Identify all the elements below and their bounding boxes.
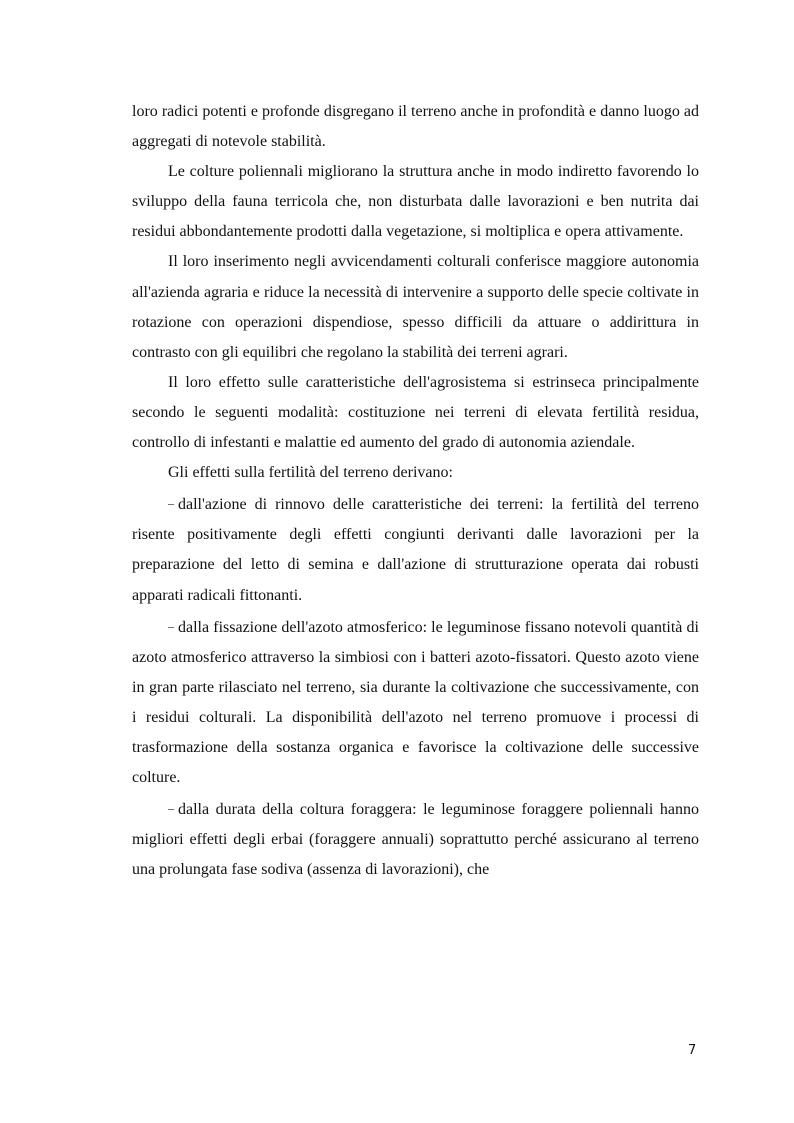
dash-marker: – bbox=[168, 801, 174, 816]
list-item-text: dalla durata della coltura foraggera: le leguminose foraggere poliennali hanno migliori effetti degli erbai (foraggere annuali) soprattutto perché assicurano al terreno una prolungata fase sodiva (assenza di lavorazioni), che bbox=[132, 801, 699, 879]
list-item-text: dall'azione di rinnovo delle caratteristiche dei terreni: la fertilità del terreno risente positivamente degli effetti congiunti derivanti dalle lavorazioni per la preparazione del letto di semina e dall'azione di strutturazione operata dai robusti apparati radicali fittonanti. bbox=[132, 496, 699, 604]
list-item-text: dalla fissazione dell'azoto atmosferico: le leguminose fissano notevoli quantità di azoto atmosferico attraverso la simbiosi con i batteri azoto-fissatori. Questo azoto viene in gran parte rilasciato nel terreno, sia durante la coltivazione che successivamente, con i residui colturali. La disponibilità dell'azoto nel terreno promuove i processi di trasformazione della sostanza organica e favorisce la coltivazione delle successive colture. bbox=[132, 618, 699, 787]
dash-marker: – bbox=[168, 618, 174, 633]
paragraph-continuation: loro radici potenti e profonde disgregano il terreno anche in profondità e danno luogo ad aggregati di notevole stabilità. bbox=[132, 103, 699, 151]
paragraph-agrosystem-effects: Il loro effetto sulle caratteristiche dell'agrosistema si estrinseca principalmente secondo le seguenti modalità: costituzione nei terreni di elevata fertilità residua, controllo di infestanti e malattie ed aumento del grado di autonomia aziendale. bbox=[132, 373, 699, 452]
document-page bbox=[132, 97, 699, 885]
paragraph-crop-rotation: Il loro inserimento negli avvicendamenti colturali conferisce maggiore autonomia all'azienda agraria e riduce la necessità di intervenire a supporto delle specie coltivate in rotazione con operazioni dispendiose, spesso difficili da attuare o addirittura in contrasto con gli equilibri che regolano la stabilità dei terreni agrari. bbox=[132, 253, 699, 361]
paragraph-polyannual-cultures: Le colture poliennali migliorano la struttura anche in modo indiretto favorendo lo sviluppo della fauna terricola che, non disturbata dalle lavorazioni e ben nutrita dai residui abbondantemente prodotti dalla vegetazione, si moltiplica e opera attivamente. bbox=[132, 163, 699, 241]
list-item bbox=[132, 611, 699, 794]
page-number: 7 bbox=[688, 1043, 697, 1058]
dash-marker: – bbox=[168, 496, 174, 511]
paragraph-fertility-intro: Gli effetti sulla fertilità del terreno derivano: bbox=[168, 464, 453, 482]
list-item bbox=[132, 793, 699, 885]
list-item bbox=[132, 488, 699, 610]
